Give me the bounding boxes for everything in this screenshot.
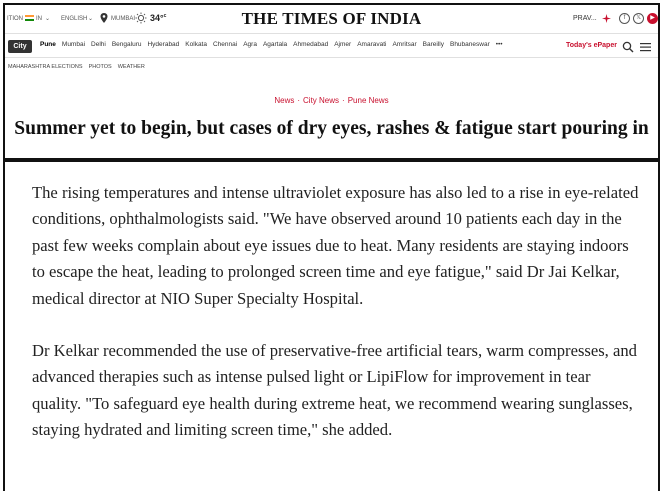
city-link[interactable]: Bhubaneswar xyxy=(449,41,490,48)
chevron-down-icon: ⌄ xyxy=(45,16,51,22)
city-link[interactable]: Bengaluru xyxy=(111,41,142,48)
subnav-link[interactable]: PHOTOS xyxy=(88,64,112,70)
chevron-down-icon: ⌄ xyxy=(88,16,94,22)
city-link[interactable]: Hyderabad xyxy=(147,41,180,48)
article-headline: Summer yet to begin, but cases of dry eyes, rashes & fatigue start pouring in xyxy=(14,118,649,139)
breadcrumb xyxy=(5,96,658,105)
city-link[interactable]: Chennai xyxy=(212,41,238,48)
city-link[interactable]: Amaravati xyxy=(357,41,387,48)
city-link[interactable]: Agartala xyxy=(262,41,288,48)
city-link[interactable]: Pune xyxy=(40,41,56,48)
breadcrumb-pune-news[interactable]: Pune News xyxy=(347,96,389,105)
breadcrumb-news[interactable]: News xyxy=(274,96,295,105)
city-section-badge[interactable]: City xyxy=(8,40,32,53)
user-account-link[interactable]: PRAV... xyxy=(573,15,597,22)
location-label[interactable]: MUMBAI xyxy=(111,16,135,22)
article-body-panel xyxy=(3,160,660,491)
language-selector[interactable]: ENGLISH xyxy=(61,16,88,22)
epaper-link[interactable]: Today's ePaper xyxy=(566,42,617,49)
notification-icon[interactable] xyxy=(602,14,611,23)
sub-nav xyxy=(8,64,145,70)
subnav-link[interactable]: WEATHER xyxy=(117,64,145,70)
breadcrumb-city-news[interactable]: City News xyxy=(303,96,340,105)
city-link[interactable]: Ajmer xyxy=(334,41,352,48)
article-body xyxy=(32,180,642,470)
city-link[interactable]: Bareilly xyxy=(422,41,444,48)
city-link[interactable]: Delhi xyxy=(91,41,106,48)
india-flag-icon xyxy=(25,15,34,21)
city-links xyxy=(40,41,503,48)
article-paragraph: Dr Kelkar recommended the use of preservative-free artificial tears, warm compresses, and advanced therapies such as intense pulsed light or LipiFlow for improvement in tear quality. "To safeguard eye health during extreme heat, we recommend wearing sunglasses, staying hydrated and limiting screen time," she added. xyxy=(32,341,637,440)
temperature-reading: 34°$^c$ xyxy=(150,13,167,23)
utility-bar xyxy=(5,5,658,33)
hamburger-menu-icon[interactable] xyxy=(640,42,651,52)
region-selector[interactable]: IN xyxy=(36,16,42,22)
city-link[interactable]: Amritsar xyxy=(392,41,417,48)
weather-sun-icon xyxy=(135,12,147,24)
facebook-icon[interactable]: f xyxy=(619,13,630,24)
subnav-link[interactable]: MAHARASHTRA ELECTIONS xyxy=(8,64,83,70)
breadcrumb-separator: · xyxy=(297,96,301,105)
x-icon[interactable]: 𝕏 xyxy=(633,13,644,24)
article-header-panel xyxy=(3,3,660,160)
city-nav-bar xyxy=(5,33,658,58)
location-pin-icon xyxy=(100,13,108,23)
breadcrumb-separator: · xyxy=(342,96,345,105)
edition-label[interactable]: ITION xyxy=(7,16,23,22)
city-link[interactable]: Mumbai xyxy=(61,41,86,48)
city-link[interactable]: Ahmedabad xyxy=(293,41,329,48)
city-link[interactable]: Agra xyxy=(243,41,257,48)
site-logo[interactable]: THE TIMES OF INDIA xyxy=(241,9,422,28)
more-cities-icon[interactable]: ••• xyxy=(495,41,503,48)
youtube-icon[interactable]: ▶ xyxy=(647,13,658,24)
city-link[interactable]: Kolkata xyxy=(185,41,207,48)
article-paragraph: The rising temperatures and intense ultraviolet exposure has also led to a rise in eye-related conditions, ophthalmologists said. "We have observed around 10 patients each day in the past few weeks complain about eye issues due to heat. Many residents are staying indoors to escape the heat, leading to prolonged screen time and eye fatigue," said Dr Jai Kelkar, medical director at NIO Super Specialty Hospital. xyxy=(32,183,639,308)
search-icon[interactable] xyxy=(622,41,634,53)
